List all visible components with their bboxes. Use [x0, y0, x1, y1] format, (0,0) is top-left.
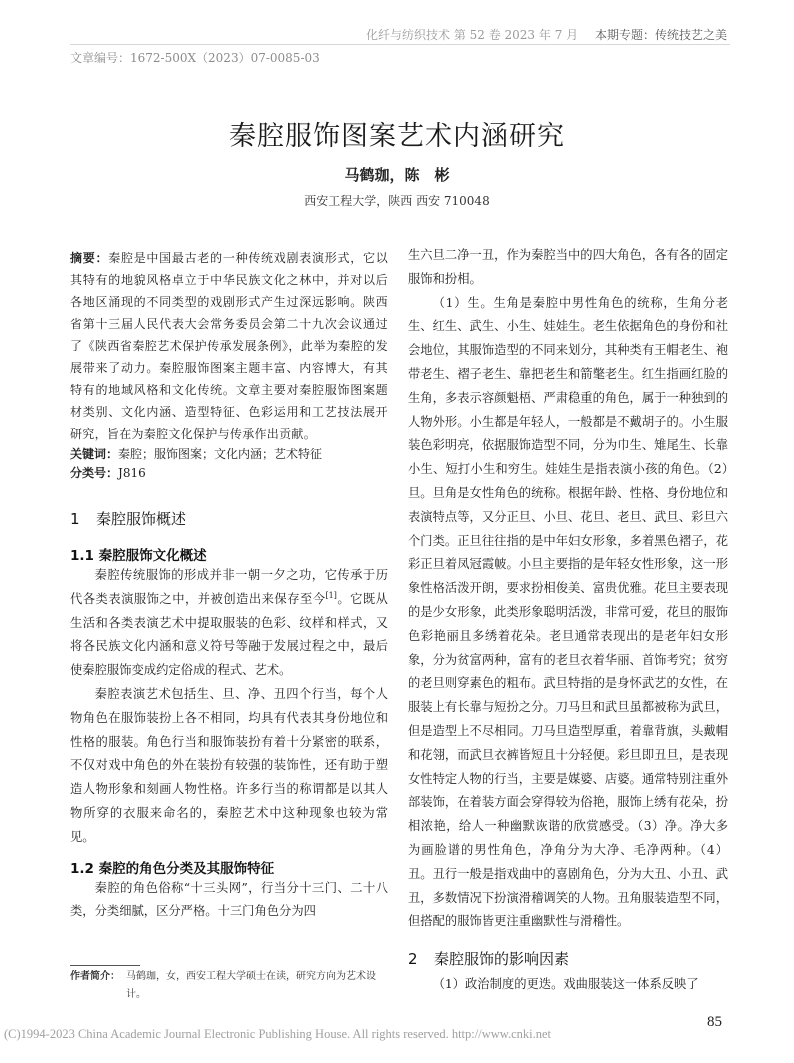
paragraph-1-2-a-end: 生六旦二净一丑，作为秦腔当中的四大角色，各有各的固定服饰和扮相。	[408, 248, 728, 286]
paragraph-1-1-b: 秦腔表演艺术包括生、旦、净、丑四个行当，每个人物角色在服饰装扮上各不相同，均具有代表其身份地位和性格的服装。角色行当和服饰装扮有着十分紧密的联系，不仅对戏中角色的外在装扮有较强的装饰性，还有助于塑造人物形象和刻画人物性格。许多行当的称谓都是以其人物所穿的衣服来命名的，秦腔艺术中这种现象也较为常见。	[70, 686, 388, 844]
section-2-title: 秦腔服饰的影响因素	[434, 950, 570, 969]
section-2-heading	[408, 948, 728, 969]
journal-info: 化纤与纺织技术 第 52 卷 2023 年 7 月	[366, 28, 579, 42]
author-footnote	[70, 968, 388, 1004]
paragraph-2-a: （1）政治制度的更迭。戏曲服装这一体系反映了	[432, 977, 699, 992]
section-1-2-number: 1.2	[70, 860, 94, 877]
class-number-line	[70, 464, 388, 483]
right-column	[408, 244, 728, 997]
section-2-number: 2	[408, 950, 418, 969]
article-id: 文章编号：1672-500X（2023）07-0085-03	[70, 51, 320, 65]
abstract-text: 秦腔是中国最古老的一种传统戏剧表演形式，它以其特有的地貌风格卓立于中华民族文化之林中，并对以后各地区涌现的不同类型的戏剧形式产生过深远影响。陕西省第十三届人民代表大会常务委员会第二十九次会议通过了《陕西省秦腔艺术保护传承发展条例》，此举为秦腔的发展带来了动力。秦腔服饰图案主题丰富、内容博大，有其特有的地域风格和文化传统。文章主要对秦腔服饰图案题材类别、文化内涵、造型特征、色彩运用和工艺技法展开研究，旨在为秦腔文化保护与传承作出贡献。	[70, 251, 388, 441]
copyright-line: (C)1994-2023 China Academic Journal Electronic Publishing House. All rights reserved. http://www.cnki.net	[4, 1027, 552, 1041]
header-rule	[70, 44, 730, 45]
keywords-line	[70, 445, 388, 464]
footnote-text: 马鹤珈，女，西安工程大学硕士在读，研究方向为艺术设计。	[126, 971, 376, 1000]
paragraph-1-1-a	[70, 564, 388, 683]
section-1-1-title: 秦腔服饰文化概述	[98, 548, 207, 564]
special-topic: 本期专题：传统技艺之美	[595, 28, 728, 42]
footnote-rule	[70, 965, 140, 966]
paragraph-1-2-b: （1）生。生角是秦腔中男性角色的统称，生角分老生、红生、武生、小生、娃娃生。老生依据角色的身份和社会地位，其服饰造型的不同来划分，其种类有王帽老生、袍带老生、褶子老生、靠把老生和箭氅老生。红生指画红脸的生角，多表示容颜魁梧、严肃稳重的角色，属于一种独到的人物外形。小生都是年轻人，一般都是不戴胡子的。小生服装色彩明亮，依据服饰造型不同，分为巾生、雉尾生、长靠小生、短打小生和穷生。娃娃生是指表演小孩的角色。（2）旦。旦角是女性角色的统称。根据年龄、性格、身份地位和表演特点等，又分正旦、小旦、花旦、老旦、武旦、彩旦六个门类。正旦往往指的是中年妇女形象，多着黑色褶子，花彩正旦着凤冠霞帔。小旦主要指的是年轻女性形象，这一形象性格活泼开朗，要求扮相俊美、富贵优雅。花旦主要表现的是少女形象，此类形象聪明活泼，非常可爱，花旦的服饰色彩艳丽且多绣着花朵。老旦通常表现出的是老年妇女形象，分为贫富两种，富有的老旦衣着华丽、首饰考究；贫穷的老旦则穿素色的粗布。武旦特指的是身怀武艺的女性，在服装上有长靠与短扮之分。刀马旦和武旦虽都被称为武旦，但是造型上不尽相同。刀马旦造型厚重，着靠背旗，头戴帽和花翎，而武旦衣裤皆短且十分轻便。彩旦即丑旦，是表现女性特定人物的行当，主要是媒婆、店婆。通常特别注重外部装饰，在着装方面会穿得较为俗艳，服饰上绣有花朵，扮相浓艳，给人一种幽默诙谐的欣赏感受。（3）净。净大多为画脸谱的男性角色，净角分为大净、毛净两种。（4）丑。丑行一般是指戏曲中的喜剧角色，分为大丑、小丑、武丑，多数情况下扮演滑稽调笑的人物。丑角服装造型不同，但搭配的服饰皆更注重幽默性与滑稽性。	[408, 295, 728, 929]
abstract	[70, 247, 388, 445]
running-header	[0, 0, 794, 65]
class-number-label: 分类号：	[70, 466, 119, 480]
authors: 马鹤珈，陈 彬	[344, 166, 450, 184]
section-1-2-heading	[70, 857, 388, 877]
keywords-label: 关键词：	[70, 447, 119, 461]
section-1-title: 秦腔服饰概述	[96, 510, 187, 528]
section-1-1-number: 1.1	[70, 548, 94, 564]
class-number: J816	[118, 466, 146, 480]
section-1-heading	[70, 508, 388, 529]
abstract-label: 摘要：	[70, 251, 109, 265]
section-1-2-title: 秦腔的角色分类及其服饰特征	[98, 860, 275, 877]
paragraph-1-2-a-start: 秦腔的角色俗称“十三头网”，行当分十三门、二十八类，分类细腻，区分严格。十三门角色分为四	[70, 880, 388, 919]
footnote-label: 作者简介：	[70, 971, 120, 982]
affiliation: 西安工程大学，陕西 西安 710048	[304, 194, 490, 208]
citation: [1]	[325, 590, 337, 600]
keywords: 秦腔；服饰图案；文化内涵；艺术特征	[118, 447, 323, 461]
paper-title: 秦腔服饰图案艺术内涵研究	[229, 121, 565, 152]
page-number: 85	[707, 1014, 722, 1030]
section-1-number: 1	[70, 510, 80, 528]
section-1-1-heading	[70, 544, 388, 564]
left-column	[70, 247, 388, 924]
paragraph-text: 。它既从生活和各类表演艺术中提取服装的色彩、纹样和样式，又将各民族文化内涵和意义符号等融于发展过程之中，最后使秦腔服饰变成约定俗成的程式、艺术。	[70, 591, 388, 678]
paragraph-text: 秦腔传统服饰的形成并非一朝一夕之功，它传承于历代各类表演服饰之中，并被创造出来保存至今	[70, 568, 388, 606]
